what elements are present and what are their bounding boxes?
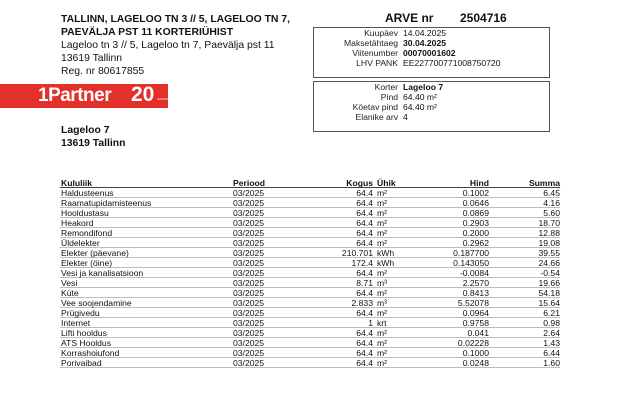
apartment-detail-key: Köetav pind [352, 102, 398, 112]
table-row [60, 308, 560, 318]
apartment-detail-value: 64.40 m² [403, 92, 437, 102]
cell-unit: m² [377, 338, 388, 348]
cell-name: ATS Hooldus [61, 338, 111, 348]
cell-price: 0.0964 [462, 308, 489, 318]
logo-text: 1Partner [38, 85, 112, 106]
invoice-detail-row [314, 58, 549, 68]
cell-unit: m² [377, 228, 388, 238]
table-row [60, 268, 560, 278]
cell-name: Üldelekter [61, 238, 100, 248]
cell-period: 03/2025 [233, 278, 265, 288]
cell-price: 0.041 [467, 328, 489, 338]
header-period: Periood [233, 178, 265, 188]
cell-price: 0.2000 [462, 228, 489, 238]
cell-period: 03/2025 [233, 248, 265, 258]
cell-qty: 64.4 [356, 268, 373, 278]
invoice-detail-value: EE227700771008750720 [403, 58, 501, 68]
issuer-block [61, 13, 321, 78]
issuer-address-line1: Lageloo tn 3 // 5, Lageloo tn 7, Paevälja pst 11 [61, 40, 275, 51]
table-row [60, 348, 560, 358]
table-row [60, 278, 560, 288]
cell-unit: m² [377, 188, 388, 198]
cell-sum: 5.60 [543, 208, 560, 218]
invoice-number: 2504716 [460, 11, 507, 25]
cell-period: 03/2025 [233, 198, 265, 208]
invoice-detail-value: 00070001602 [403, 48, 456, 58]
table-header [60, 178, 560, 188]
cell-sum: 15.64 [538, 298, 560, 308]
table-row [60, 288, 560, 298]
cell-qty: 210.701 [341, 248, 373, 258]
charges-table [60, 178, 560, 368]
cell-price: 0.143050 [453, 258, 489, 268]
cell-unit: m³ [377, 278, 388, 288]
cell-sum: 12.88 [538, 228, 560, 238]
cell-qty: 172.4 [351, 258, 373, 268]
cell-name: Prügivedu [61, 308, 100, 318]
apartment-detail-key: Korter [374, 82, 398, 92]
cell-period: 03/2025 [233, 288, 265, 298]
cell-unit: m² [377, 208, 388, 218]
cell-unit: m² [377, 238, 388, 248]
invoice-detail-key: LHV PANK [356, 58, 398, 68]
cell-sum: 19.66 [538, 278, 560, 288]
cell-qty: 2.833 [351, 298, 373, 308]
cell-period: 03/2025 [233, 218, 265, 228]
cell-period: 03/2025 [233, 348, 265, 358]
cell-sum: 6.44 [543, 348, 560, 358]
table-row [60, 318, 560, 328]
cell-qty: 64.4 [356, 358, 373, 368]
cell-sum: 54.18 [538, 288, 560, 298]
header-qty: Kogus [346, 178, 373, 188]
cell-period: 03/2025 [233, 188, 265, 198]
cell-qty: 64.4 [356, 288, 373, 298]
invoice-detail-key: Viitenumber [352, 48, 398, 58]
cell-unit: m³ [377, 298, 388, 308]
cell-qty: 64.4 [356, 338, 373, 348]
cell-period: 03/2025 [233, 358, 265, 368]
cell-price: 0.2962 [462, 238, 489, 248]
invoice-heading [385, 11, 507, 25]
cell-unit: m² [377, 328, 388, 338]
cell-price: -0.0084 [459, 268, 489, 278]
cell-unit: kWh [377, 258, 395, 268]
cell-price: 0.0646 [462, 198, 489, 208]
table-row [60, 208, 560, 218]
recipient-address [61, 124, 126, 150]
cell-name: Küte [61, 288, 79, 298]
cell-unit: m² [377, 198, 388, 208]
cell-qty: 64.4 [356, 188, 373, 198]
cell-qty: 64.4 [356, 238, 373, 248]
cell-price: 0.9758 [462, 318, 489, 328]
cell-period: 03/2025 [233, 228, 265, 238]
cell-name: Elekter (öine) [61, 258, 113, 268]
table-row [60, 338, 560, 348]
cell-qty: 64.4 [356, 198, 373, 208]
invoice-details-box [313, 27, 550, 78]
header-price: Hind [469, 178, 489, 188]
cell-sum: 39.55 [538, 248, 560, 258]
cell-price: 0.02228 [457, 338, 489, 348]
invoice-detail-value: 30.04.2025 [403, 38, 447, 48]
issuer-address-line2: 13619 Tallinn [61, 53, 123, 64]
cell-sum: 1.60 [543, 358, 560, 368]
cell-name: Vesi [61, 278, 78, 288]
cell-name: Remondifond [61, 228, 113, 238]
cell-price: 0.8413 [462, 288, 489, 298]
recipient-line2: 13619 Tallinn [61, 138, 126, 149]
cell-sum: 4.16 [543, 198, 560, 208]
cell-unit: m² [377, 218, 388, 228]
cell-sum: 2.64 [543, 328, 560, 338]
cell-sum: 6.21 [543, 308, 560, 318]
cell-period: 03/2025 [233, 308, 265, 318]
cell-unit: m² [377, 308, 388, 318]
apartment-detail-key: Pind [380, 92, 398, 102]
recipient-line1: Lageloo 7 [61, 125, 110, 136]
issuer-name-line2: PAEVÄLJA PST 11 KORTERIÜHIST [61, 27, 234, 38]
table-row [60, 248, 560, 258]
cell-qty: 64.4 [356, 218, 373, 228]
table-row [60, 298, 560, 308]
cell-price: 0.0248 [462, 358, 489, 368]
cell-sum: 19.08 [538, 238, 560, 248]
cell-name: Haldusteenus [61, 188, 114, 198]
apartment-detail-row [314, 92, 549, 102]
apartment-detail-row [314, 102, 549, 112]
issuer-name-line1: TALLINN, LAGELOO TN 3 // 5, LAGELOO TN 7, [61, 14, 290, 25]
cell-price: 0.187700 [453, 248, 489, 258]
cell-price: 0.1000 [462, 348, 489, 358]
cell-period: 03/2025 [233, 268, 265, 278]
apartment-detail-value: Lageloo 7 [403, 82, 444, 92]
cell-unit: m² [377, 358, 388, 368]
cell-qty: 64.4 [356, 308, 373, 318]
cell-price: 5.52078 [457, 298, 489, 308]
cell-name: Porivaibad [61, 358, 102, 368]
table-row [60, 238, 560, 248]
apartment-detail-row [314, 82, 549, 92]
table-body [60, 188, 560, 368]
cell-sum: 1.43 [543, 338, 560, 348]
cell-unit: kWh [377, 248, 395, 258]
cell-period: 03/2025 [233, 208, 265, 218]
cell-qty: 64.4 [356, 348, 373, 358]
header-sum: Summa [528, 178, 560, 188]
cell-period: 03/2025 [233, 338, 265, 348]
cell-period: 03/2025 [233, 318, 265, 328]
logo-number: 20 [131, 83, 155, 106]
cell-name: Vee soojendamine [61, 298, 132, 308]
cell-period: 03/2025 [233, 258, 265, 268]
header-name: Kululiik [61, 178, 93, 188]
cell-price: 0.2903 [462, 218, 489, 228]
issuer-reg-nr: Reg. nr 80617855 [61, 66, 145, 77]
invoice-detail-value: 14.04.2025 [403, 28, 447, 38]
invoice-detail-row [314, 28, 549, 38]
cell-period: 03/2025 [233, 298, 265, 308]
invoice-label: ARVE nr [385, 11, 434, 25]
cell-name: Internet [61, 318, 91, 328]
invoice-detail-key: Maksetähtaeg [344, 38, 398, 48]
cell-sum: 24.66 [538, 258, 560, 268]
cell-qty: 8.71 [356, 278, 373, 288]
cell-price: 2.2570 [462, 278, 489, 288]
cell-name: Hooldustasu [61, 208, 109, 218]
table-row [60, 258, 560, 268]
invoice-detail-key: Kuupäev [364, 28, 398, 38]
cell-sum: 6.45 [543, 188, 560, 198]
invoice-detail-row [314, 48, 549, 58]
logo-subtitle: AASTAT [157, 97, 169, 101]
cell-price: 0.1002 [462, 188, 489, 198]
cell-qty: 64.4 [356, 228, 373, 238]
apartment-detail-value: 64.40 m² [403, 102, 437, 112]
table-row [60, 198, 560, 208]
apartment-details-box [313, 81, 550, 132]
cell-name: Korrashoiufond [61, 348, 120, 358]
cell-sum: -0.54 [540, 268, 560, 278]
cell-unit: krt [377, 318, 387, 328]
partner-logo [0, 84, 168, 108]
table-row [60, 188, 560, 198]
cell-sum: 0.98 [543, 318, 560, 328]
cell-unit: m² [377, 348, 388, 358]
apartment-detail-value: 4 [403, 112, 408, 122]
cell-qty: 64.4 [356, 328, 373, 338]
cell-sum: 18.70 [538, 218, 560, 228]
cell-period: 03/2025 [233, 238, 265, 248]
cell-name: Raamatupidamisteenus [61, 198, 152, 208]
cell-price: 0.0869 [462, 208, 489, 218]
table-row [60, 218, 560, 228]
apartment-detail-key: Elanike arv [355, 112, 398, 122]
cell-name: Vesi ja kanalisatsioon [61, 268, 144, 278]
apartment-detail-row [314, 112, 549, 122]
cell-name: Lifti hooldus [61, 328, 107, 338]
table-row [60, 328, 560, 338]
header-unit: Ühik [377, 178, 396, 188]
table-row [60, 358, 560, 368]
invoice-detail-row [314, 38, 549, 48]
cell-unit: m² [377, 288, 388, 298]
cell-name: Elekter (päevane) [61, 248, 129, 258]
table-row [60, 228, 560, 238]
cell-name: Heakord [61, 218, 94, 228]
cell-unit: m² [377, 268, 388, 278]
cell-period: 03/2025 [233, 328, 265, 338]
cell-qty: 64.4 [356, 208, 373, 218]
cell-qty: 1 [368, 318, 373, 328]
